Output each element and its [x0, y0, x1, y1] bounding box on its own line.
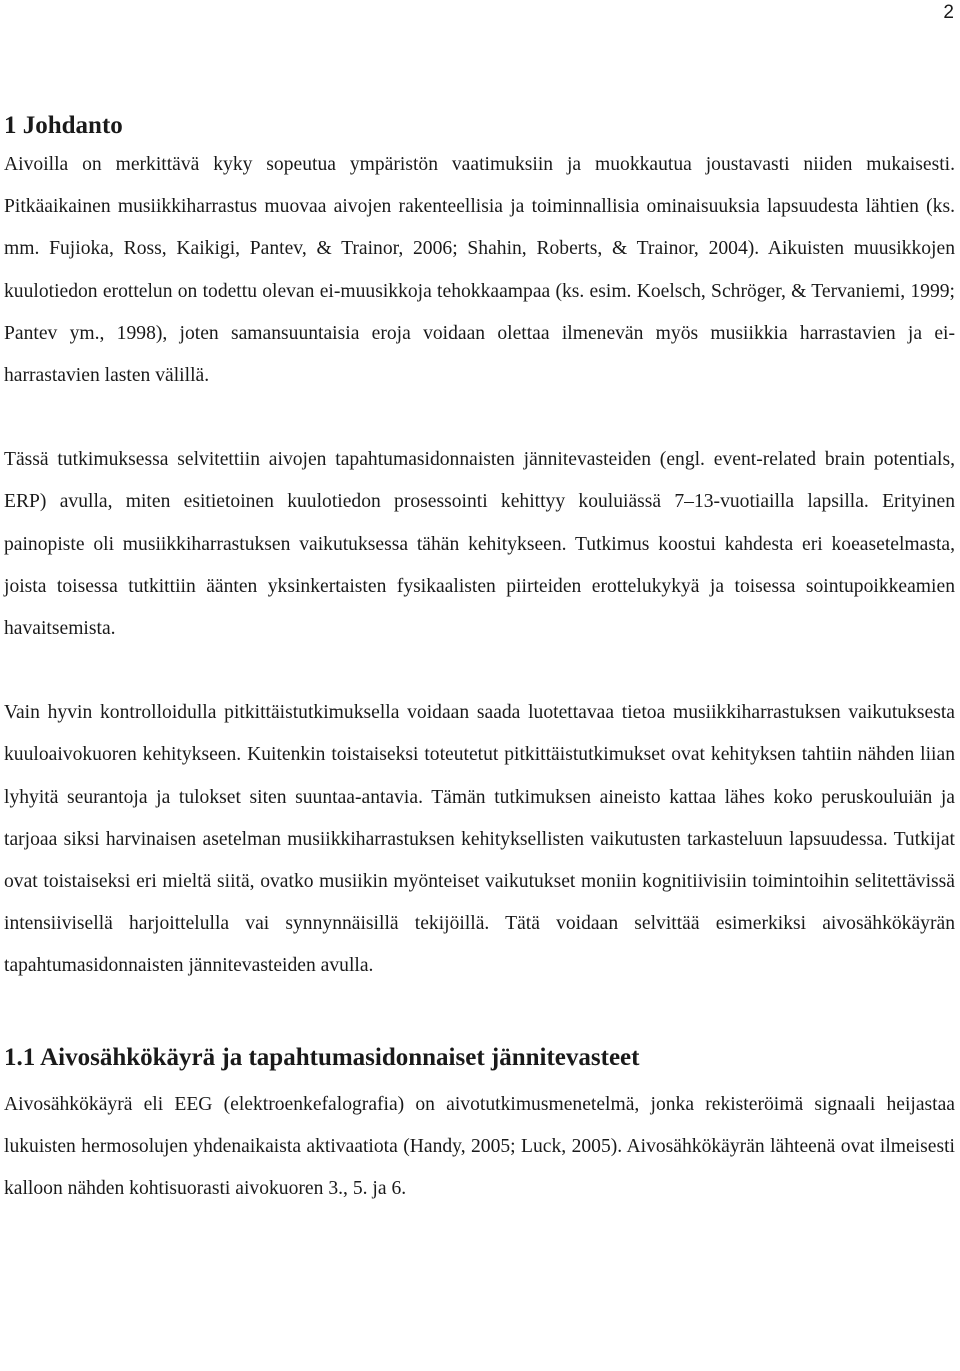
paragraph: Vain hyvin kontrolloidulla pitkittäistutkimuksella voidaan saada luotettavaa tietoa musiikkiharrastuksen vaikutuksesta kuuloaivokuoren kehitykseen. Kuitenkin toistaiseksi toteutetut pitkittäistutkimukset ovat kehityksen tahtiin nähden liian lyhyitä seurantoja ja tulokset siten suuntaa-antavia. Tämän tutkimuksen aineisto kattaa lähes koko peruskouluiän ja tarjoaa siksi harvinaisen asetelman musiikkiharrastuksen kehityksellisten vaikutusten tarkasteluun lapsuudessa. Tutkijat ovat toistaiseksi eri mieltä siitä, ovatko musiikin myönteiset vaikutukset moniin kognitiivisiin toimintoihin selitettävissä intensiivisellä harjoittelulla vai synnynnäisillä tekijöillä. Tätä voidaan selvittää esimerkiksi aivosähkökäyrän tapahtumasidonnaisten jännitevasteiden avulla.	[4, 702, 955, 977]
paragraph: Tässä tutkimuksessa selvitettiin aivojen tapahtumasidonnaisten jännitevasteiden (engl. event-related brain potentials, ERP) avulla, miten esitietoinen kuulotiedon prosessointi kehittyy kouluiässä 7–13-vuotiailla lapsilla. Erityinen painopiste oli musiikkiharrastuksen vaikutuksessa tähän kehitykseen. Tutkimus koostui kahdesta eri koeasetelmasta, joista toisessa tutkittiin äänten yksinkertaisten fysikaalisten piirteiden erottelukykyä ja toisessa sointupoikkeamien havaitsemista.	[4, 449, 955, 640]
paragraph: Aivosähkökäyrä eli EEG (elektroenkefalografia) on aivotutkimusmenetelmä, jonka rekisteröimä signaali heijastaa lukuisten hermosolujen yhdenaikaista aktivaatiota (Handy, 2005; Luck, 2005). Aivosähkökäyrän lähteenä ovat ilmeisesti kalloon nähden kohtisuorasti aivokuoren 3., 5. ja 6.	[4, 1093, 955, 1200]
section-heading: 1.1 Aivosähkökäyrä ja tapahtumasidonnaiset jännitevasteet	[4, 1043, 640, 1071]
paragraph: Aivoilla on merkittävä kyky sopeutua ympäristön vaatimuksiin ja muokkautua joustavasti niiden mukaisesti. Pitkäaikainen musiikkiharrastus muovaa aivojen rakenteellisia ja toiminnallisia ominaisuuksia lapsuudesta lähtien (ks. mm. Fujioka, Ross, Kaikigi, Pantev, & Trainor, 2006; Shahin, Roberts, & Trainor, 2004). Aikuisten muusikkojen kuulotiedon erottelun on todettu olevan ei-muusikkoja tehokkaampaa (ks. esim. Koelsch, Schröger, & Tervaniemi, 1999; Pantev ym., 1998), joten samansuuntaisia eroja voidaan olettaa ilmenevän myös musiikkia harrastavien ja ei-harrastavien lasten välillä.	[4, 154, 955, 387]
chapter-heading: 1 Johdanto	[4, 112, 123, 139]
page-number: 2	[943, 2, 954, 23]
document-body	[4, 110, 955, 1210]
